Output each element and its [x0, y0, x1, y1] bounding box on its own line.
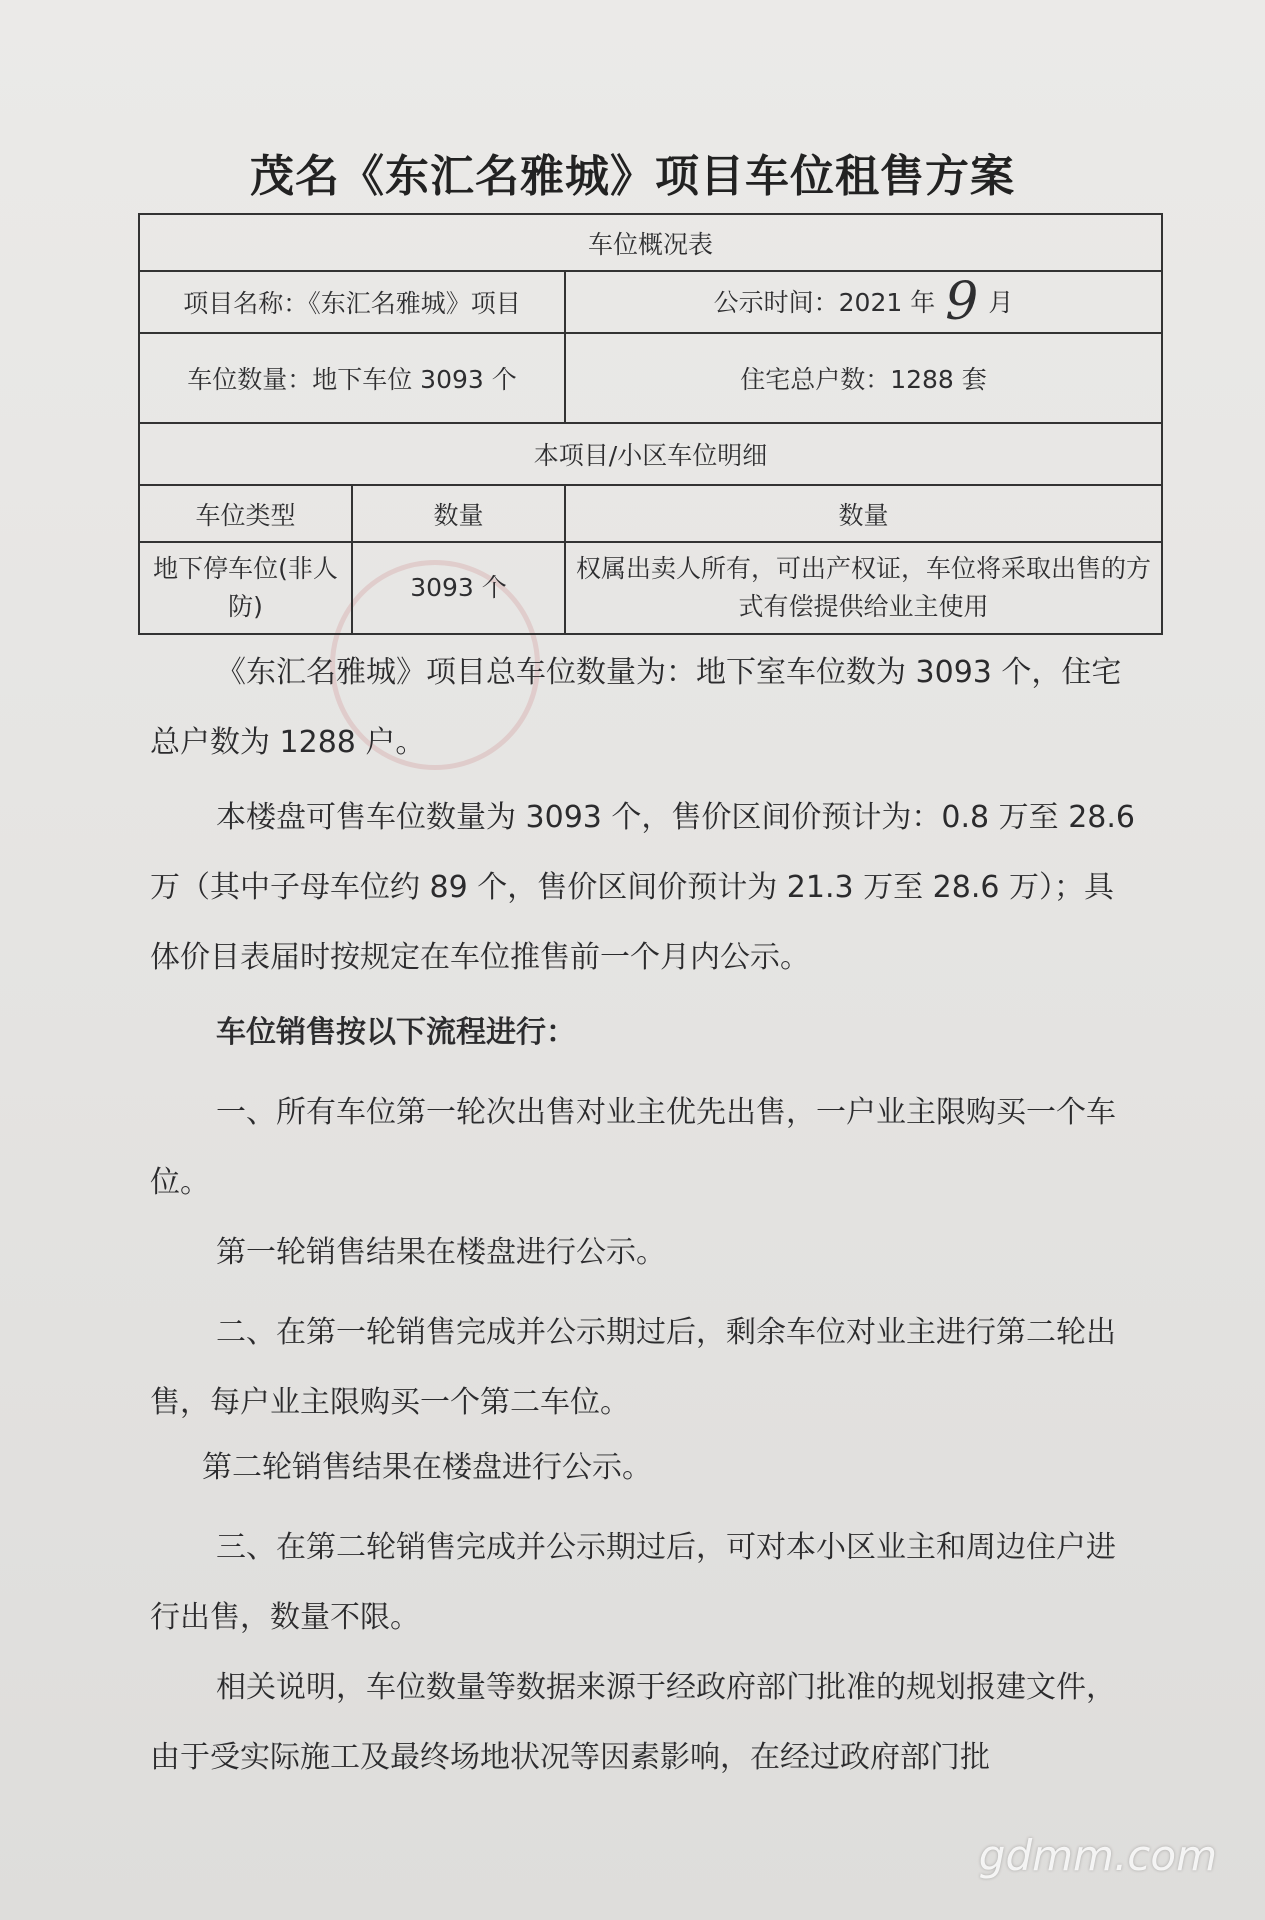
row-note-cell: 权属出卖人所有，可出产权证，车位将采取出售的方式有偿提供给业主使用 — [565, 542, 1162, 634]
publicity-time-cell — [565, 271, 1162, 333]
table-header: 车位概况表 — [139, 214, 1162, 271]
row-quantity-cell: 3093 个 — [352, 542, 565, 634]
publicity-month-handwritten: 9 — [945, 272, 979, 332]
paragraph-round-two-result: 第二轮销售结果在楼盘进行公示。 — [202, 1450, 652, 1485]
project-name-cell: 项目名称：《东汇名雅城》项目 — [139, 271, 565, 333]
detail-header: 本项目/小区车位明细 — [139, 423, 1162, 485]
paragraph-round-one: 一、所有车位第一轮次出售对业主优先出售，一户业主限购买一个车位。 — [150, 1095, 1116, 1200]
column-header-quantity: 数量 — [352, 485, 565, 542]
paragraph-round-two: 二、在第一轮销售完成并公示期过后，剩余车位对业主进行第二轮出售，每户业主限购买一个第二车位。 — [150, 1315, 1116, 1420]
publicity-suffix: 月 — [988, 288, 1014, 317]
paragraph-notes: 相关说明，车位数量等数据来源于经政府部门批准的规划报建文件，由于受实际施工及最终场地状况等因素影响，在经过政府部门批 — [150, 1670, 1116, 1775]
document-title: 茂名《东汇名雅城》项目车位租售方案 — [250, 151, 1015, 202]
paragraph-total: 《东汇名雅城》项目总车位数量为：地下室车位数为 3093 个，住宅总户数为 1288 户。 — [150, 655, 1122, 760]
row-type-cell: 地下停车位(非人防) — [139, 542, 352, 634]
paragraph-price: 本楼盘可售车位数量为 3093 个，售价区间价预计为：0.8 万至 28.6 万（其中子母车位约 89 个，售价区间价预计为 21.3 万至 28.6 万）；具体价目表届时按规定在车位推售前一个月内公示。 — [150, 800, 1135, 975]
parking-overview-table — [138, 213, 1163, 635]
households-cell: 住宅总户数：1288 套 — [565, 333, 1162, 423]
paragraph-process-heading: 车位销售按以下流程进行： — [216, 1015, 576, 1050]
publicity-label: 公示时间：2021 年 — [713, 288, 936, 317]
column-header-type: 车位类型 — [139, 485, 352, 542]
parking-count-cell: 车位数量：地下车位 3093 个 — [139, 333, 565, 423]
column-header-note: 数量 — [565, 485, 1162, 542]
paragraph-round-three: 三、在第二轮销售完成并公示期过后，可对本小区业主和周边住户进行出售，数量不限。 — [150, 1530, 1116, 1635]
site-watermark: gdmm.com — [978, 1831, 1217, 1880]
paragraph-round-one-result: 第一轮销售结果在楼盘进行公示。 — [216, 1235, 666, 1270]
